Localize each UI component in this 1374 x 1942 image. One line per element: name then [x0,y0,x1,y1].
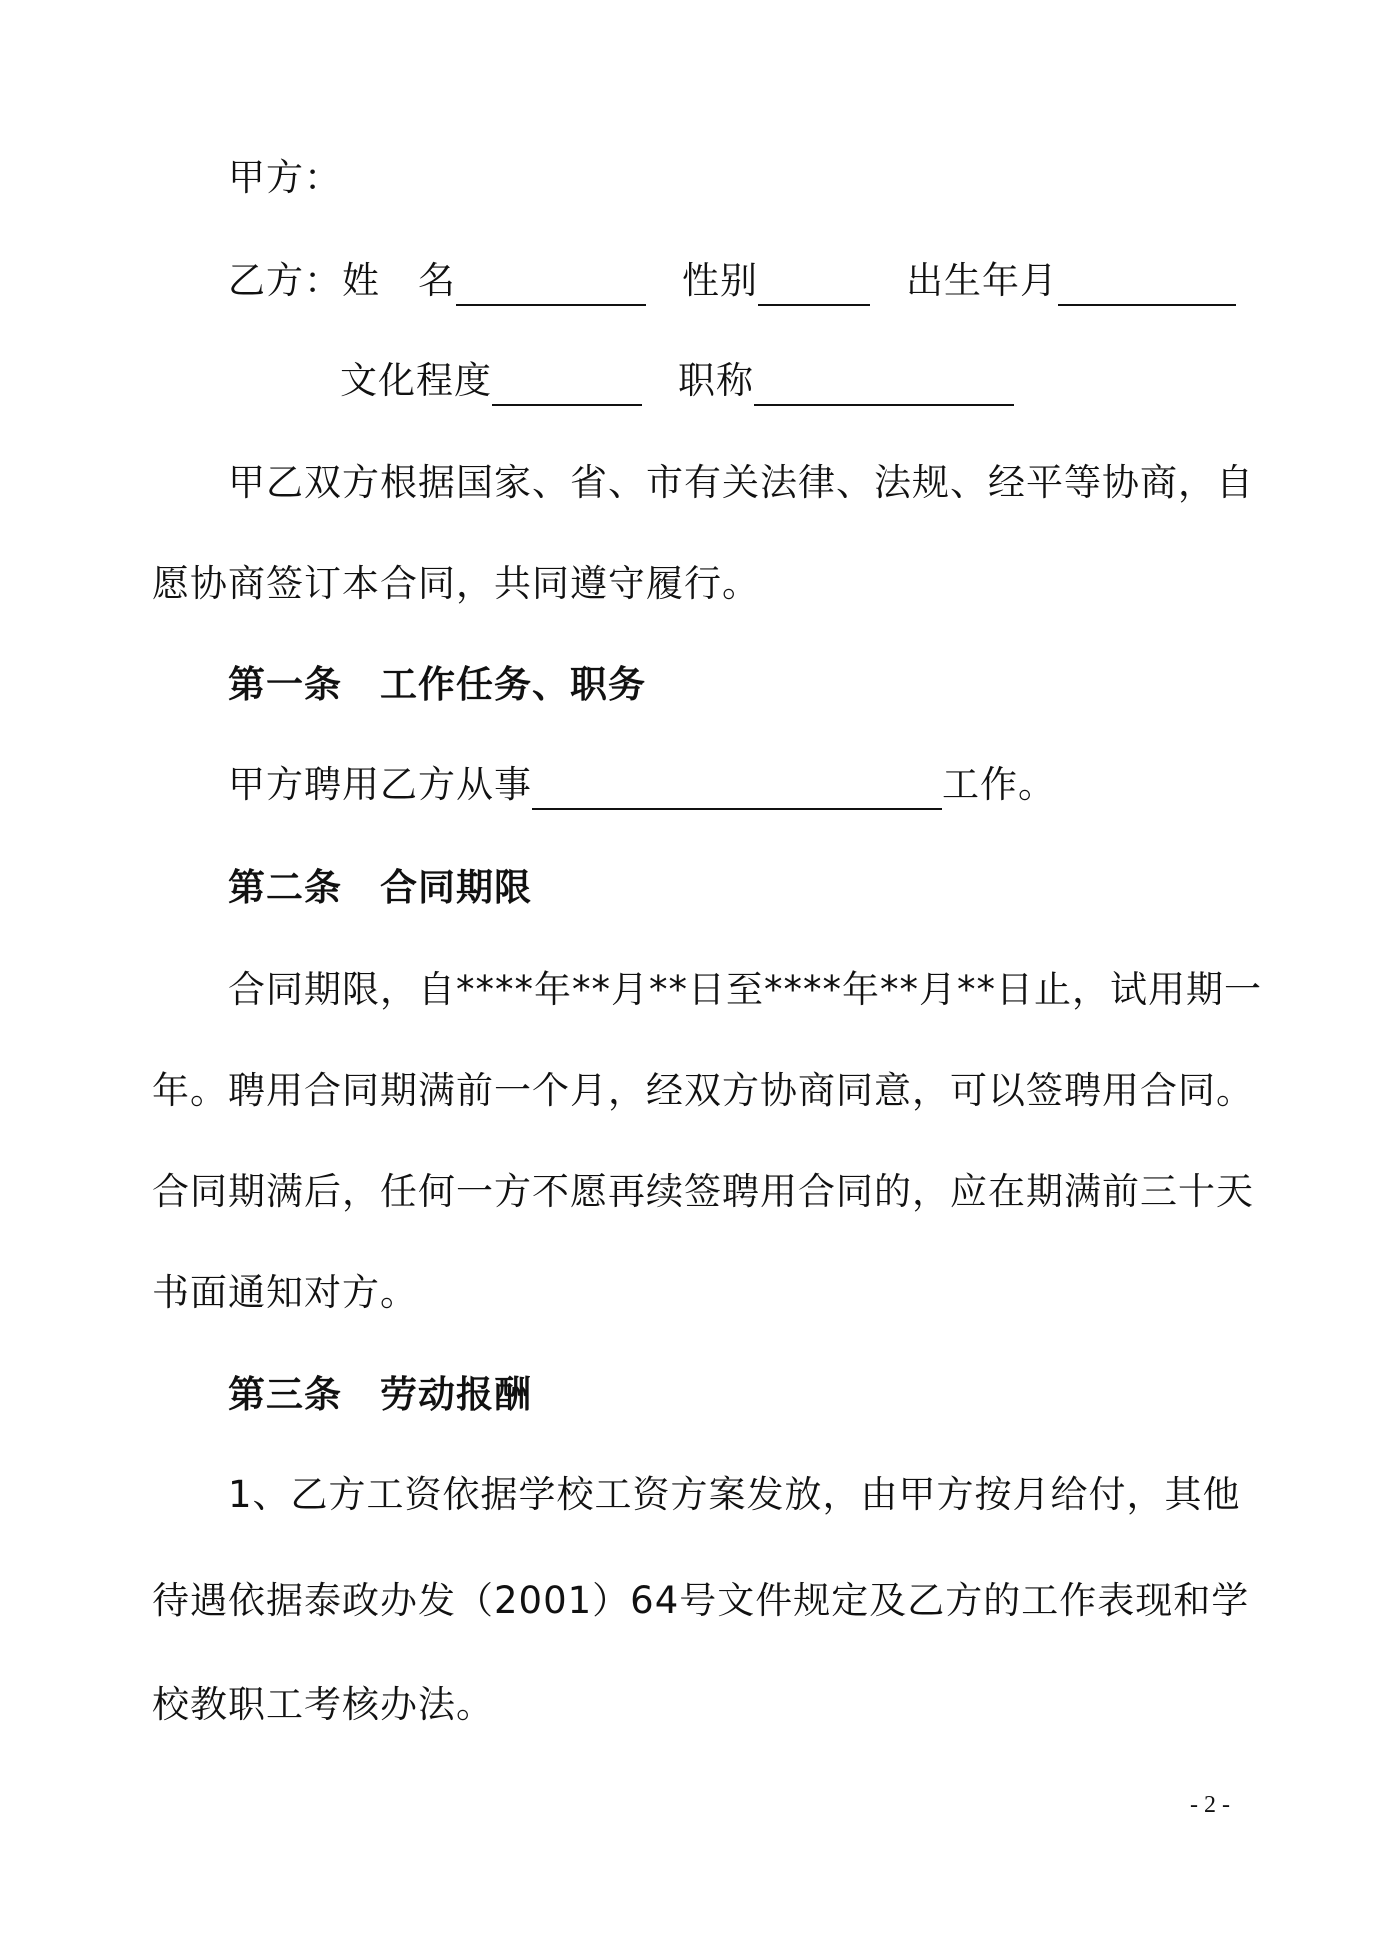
article-3-line-1: 1、乙方工资依据学校工资方案发放，由甲方按月给付，其他 [228,1473,1241,1516]
name-field[interactable] [456,264,646,306]
article-3-line-3: 校教职工考核办法。 [152,1683,494,1726]
education-field[interactable] [492,364,642,406]
preamble-line-2: 愿协商签订本合同，共同遵守履行。 [152,562,760,605]
article-2-line-4: 书面通知对方。 [152,1271,418,1314]
party-a-label: 甲方： [228,156,342,199]
article-2-heading: 第二条 合同期限 [228,866,532,909]
article-1-text-after: 工作。 [942,763,1056,806]
party-b-info-row [228,256,1236,306]
gender-field[interactable] [758,264,870,306]
party-b-info-row-2 [340,356,1014,406]
page-number: - 2 - [1190,1792,1230,1818]
preamble-line-1: 甲乙双方根据国家、省、市有关法律、法规、经平等协商，自 [228,461,1254,504]
title-label: 职称 [678,359,754,402]
article-1-heading: 第一条 工作任务、职务 [228,663,646,706]
article-1-text [228,760,1056,810]
name-label: 姓 名 [342,259,456,302]
title-field[interactable] [754,364,1014,406]
article-3-line-2: 待遇依据泰政办发（2001）64号文件规定及乙方的工作表现和学 [152,1579,1250,1622]
article-1-text-before: 甲方聘用乙方从事 [228,763,532,806]
article-3-heading: 第三条 劳动报酬 [228,1373,532,1416]
party-b-label: 乙方： [228,259,342,302]
article-2-line-3: 合同期满后，任何一方不愿再续签聘用合同的，应在期满前三十天 [152,1170,1254,1213]
education-label: 文化程度 [340,359,492,402]
birth-label: 出生年月 [906,259,1058,302]
work-field[interactable] [532,768,942,810]
article-2-line-2: 年。聘用合同期满前一个月，经双方协商同意，可以签聘用合同。 [152,1069,1254,1112]
gender-label: 性别 [682,259,758,302]
birth-field[interactable] [1058,264,1236,306]
article-2-line-1: 合同期限，自****年**月**日至****年**月**日止，试用期一 [228,968,1262,1011]
